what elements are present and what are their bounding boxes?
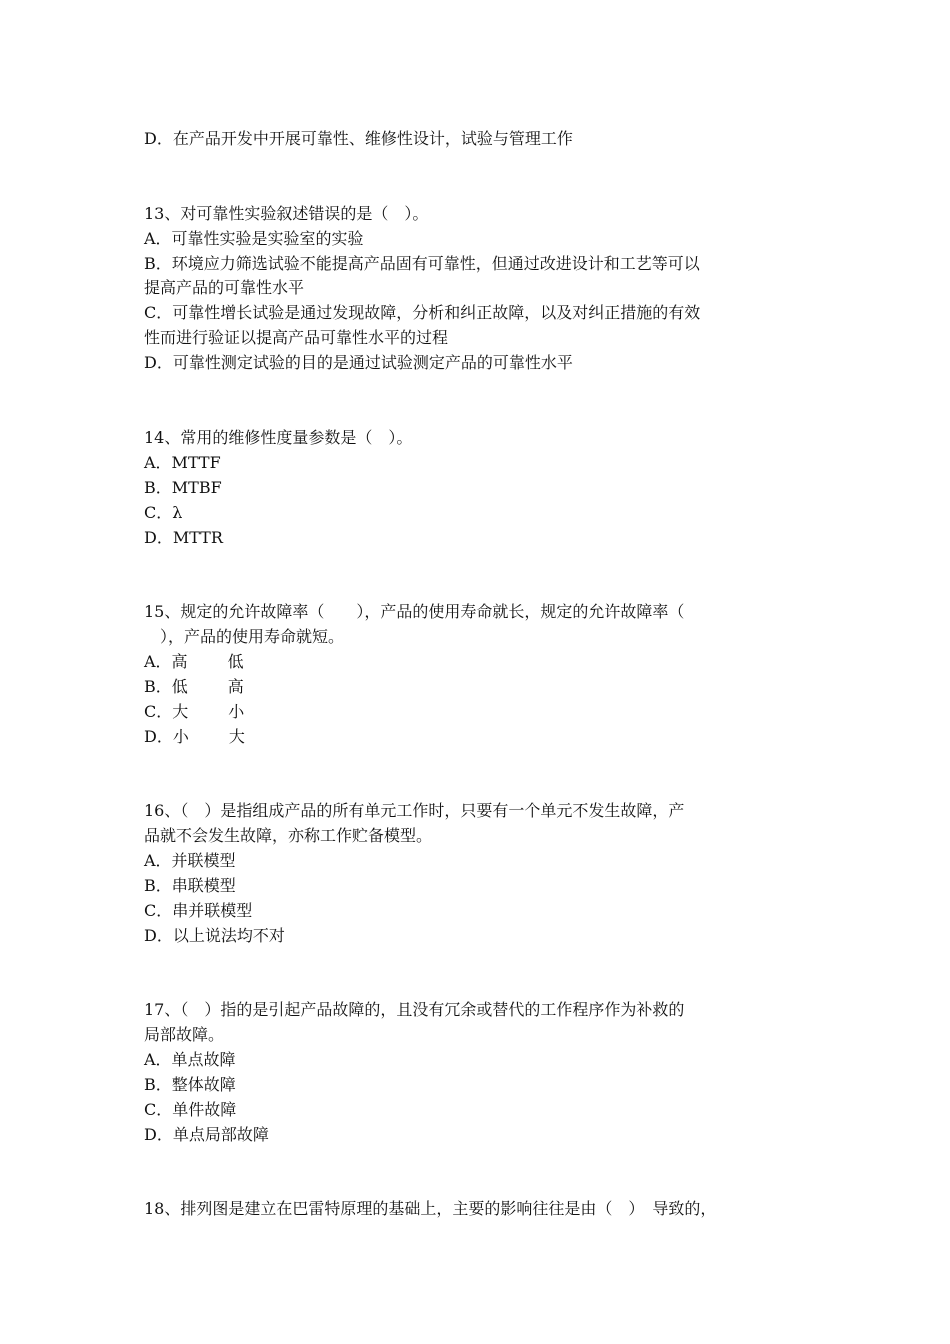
q15-option-d — [144, 725, 818, 749]
prev-question-option-d: D．在产品开发中开展可靠性、维修性设计，试验与管理工作 — [144, 129, 573, 148]
q17-option-a: A．单点故障 — [144, 1050, 236, 1069]
q14-option-d: D．MTTR — [144, 528, 223, 547]
q15-d-value: 大 — [228, 727, 245, 746]
q15-stem-cont: ），产品的使用寿命就短。 — [144, 627, 345, 646]
q15-c-label: C．大 — [144, 702, 189, 721]
q14-option-b: B．MTBF — [144, 478, 222, 497]
q15-stem: 15、规定的允许故障率（ ），产品的使用寿命就长，规定的允许故障率（ — [144, 602, 685, 621]
q16-option-d: D．以上说法均不对 — [144, 926, 285, 945]
q14-stem: 14、常用的维修性度量参数是（ ）。 — [144, 428, 413, 447]
q16-stem: 16、（ ）是指组成产品的所有单元工作时，只要有一个单元不发生故障，产 — [144, 801, 685, 820]
q15-b-label: B．低 — [144, 677, 188, 696]
q18-stem: 18、排列图是建立在巴雷特原理的基础上，主要的影响往往是由（ ） 导致的， — [144, 1199, 717, 1218]
q15-option-b — [144, 675, 818, 699]
q15-a-label: A．高 — [144, 652, 188, 671]
q13-option-c: C．可靠性增长试验是通过发现故障，分析和纠正故障，以及对纠正措施的有效 — [144, 303, 701, 322]
q15-a-value: 低 — [227, 652, 244, 671]
q13-option-d: D．可靠性测定试验的目的是通过试验测定产品的可靠性水平 — [144, 353, 573, 372]
q16-stem-cont: 品就不会发生故障，亦称工作贮备模型。 — [144, 826, 433, 845]
q13-option-b-cont: 提高产品的可靠性水平 — [144, 278, 305, 297]
q13-option-a: A．可靠性实验是实验室的实验 — [144, 229, 364, 248]
q17-stem: 17、（ ）指的是引起产品故障的，且没有冗余或替代的工作程序作为补救的 — [144, 1000, 685, 1019]
q17-option-b: B．整体故障 — [144, 1075, 236, 1094]
q15-b-value: 高 — [227, 677, 244, 696]
q15-d-label: D．小 — [144, 727, 189, 746]
q15-c-value: 小 — [228, 702, 245, 721]
q15-option-a — [144, 650, 818, 674]
q16-option-a: A．并联模型 — [144, 851, 236, 870]
q15-option-c — [144, 700, 818, 724]
q13-stem: 13、对可靠性实验叙述错误的是（ ）。 — [144, 204, 429, 223]
q14-option-a: A．MTTF — [144, 453, 221, 472]
q13-option-c-cont: 性而进行验证以提高产品可靠性水平的过程 — [144, 328, 449, 347]
q17-option-c: C．单件故障 — [144, 1100, 237, 1119]
q16-option-c: C．串并联模型 — [144, 901, 253, 920]
q17-option-d: D．单点局部故障 — [144, 1125, 269, 1144]
q16-option-b: B．串联模型 — [144, 876, 236, 895]
q14-option-c: C．λ — [144, 503, 183, 522]
q13-option-b: B．环境应力筛选试验不能提高产品固有可靠性，但通过改进设计和工艺等可以 — [144, 254, 700, 273]
q17-stem-cont: 局部故障。 — [144, 1025, 225, 1044]
